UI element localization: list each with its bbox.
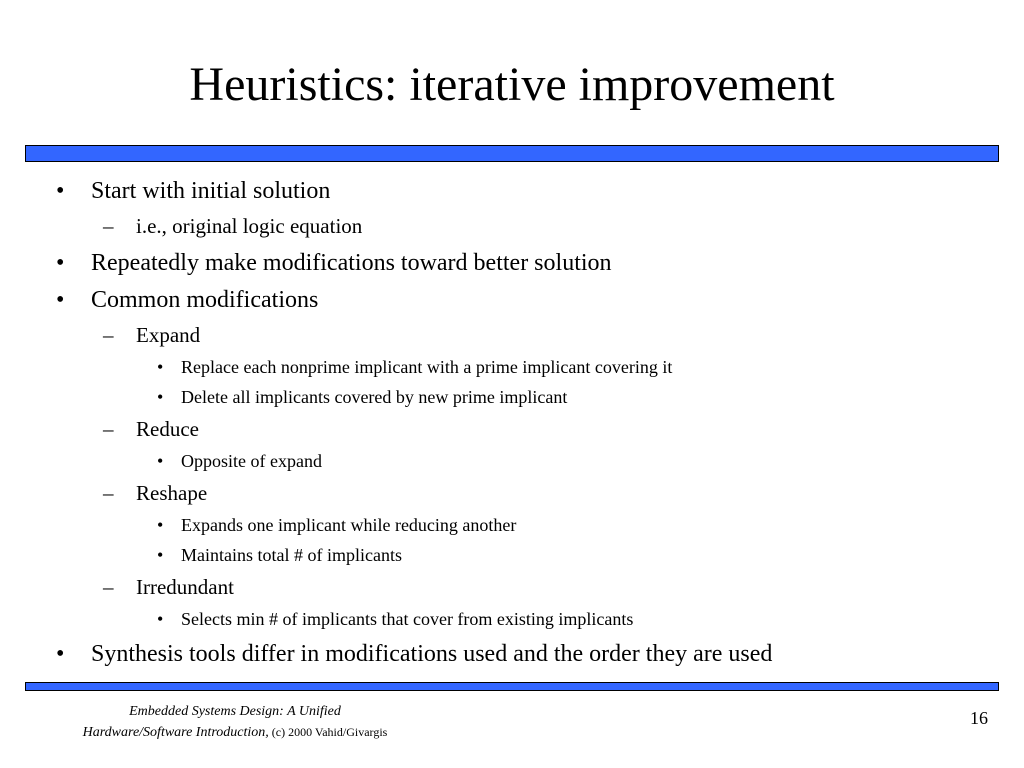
bullet-text: Delete all implicants covered by new prime implicant	[181, 387, 568, 407]
footer-book-title: Embedded Systems Design: A Unified	[129, 704, 341, 719]
bullet-text: Expands one implicant while reducing another	[181, 515, 517, 535]
bullet-marker: •	[56, 287, 65, 313]
bullet-text: Irredundant	[136, 575, 234, 599]
bullet-marker: •	[157, 387, 164, 407]
bullet-text: Repeatedly make modifications toward better solution	[91, 250, 612, 276]
bullet-text: Reduce	[136, 417, 199, 441]
dash-marker: –	[103, 417, 114, 441]
footer-credit-line2	[0, 722, 470, 743]
bullet-text: Expand	[136, 323, 201, 347]
bullet-marker: •	[157, 451, 164, 471]
footer-book-subtitle: Hardware/Software Introduction,	[82, 725, 269, 740]
bullet-text: Selects min # of implicants that cover from existing implicants	[181, 609, 634, 629]
dash-marker: –	[103, 575, 114, 599]
page-number: 16	[970, 708, 988, 728]
bottom-divider-bar	[25, 682, 999, 691]
dash-marker: –	[103, 214, 114, 238]
footer-copyright: (c) 2000 Vahid/Givargis	[268, 725, 388, 739]
footer-credit-line1	[0, 702, 470, 722]
bullet-text: Opposite of expand	[181, 451, 322, 471]
bullet-marker: •	[56, 250, 65, 276]
bullet-marker: •	[157, 357, 164, 377]
bullet-text: Reshape	[136, 481, 208, 505]
bullet-marker: •	[157, 515, 164, 535]
bullet-text: Synthesis tools differ in modifications used and the order they are used	[91, 641, 773, 667]
bullet-marker: •	[157, 545, 164, 565]
slide-title: Heuristics: iterative improvement	[189, 58, 835, 111]
bullet-text: Maintains total # of implicants	[181, 545, 402, 565]
bullet-marker: •	[56, 641, 65, 667]
bullet-marker: •	[157, 609, 164, 629]
bullet-text: Common modifications	[91, 287, 319, 313]
dash-marker: –	[103, 323, 114, 347]
bullet-text: i.e., original logic equation	[136, 214, 363, 238]
dash-marker: –	[103, 481, 114, 505]
bullet-text: Start with initial solution	[91, 178, 331, 204]
bullet-marker: •	[56, 178, 65, 204]
bullet-text: Replace each nonprime implicant with a prime implicant covering it	[181, 357, 673, 377]
